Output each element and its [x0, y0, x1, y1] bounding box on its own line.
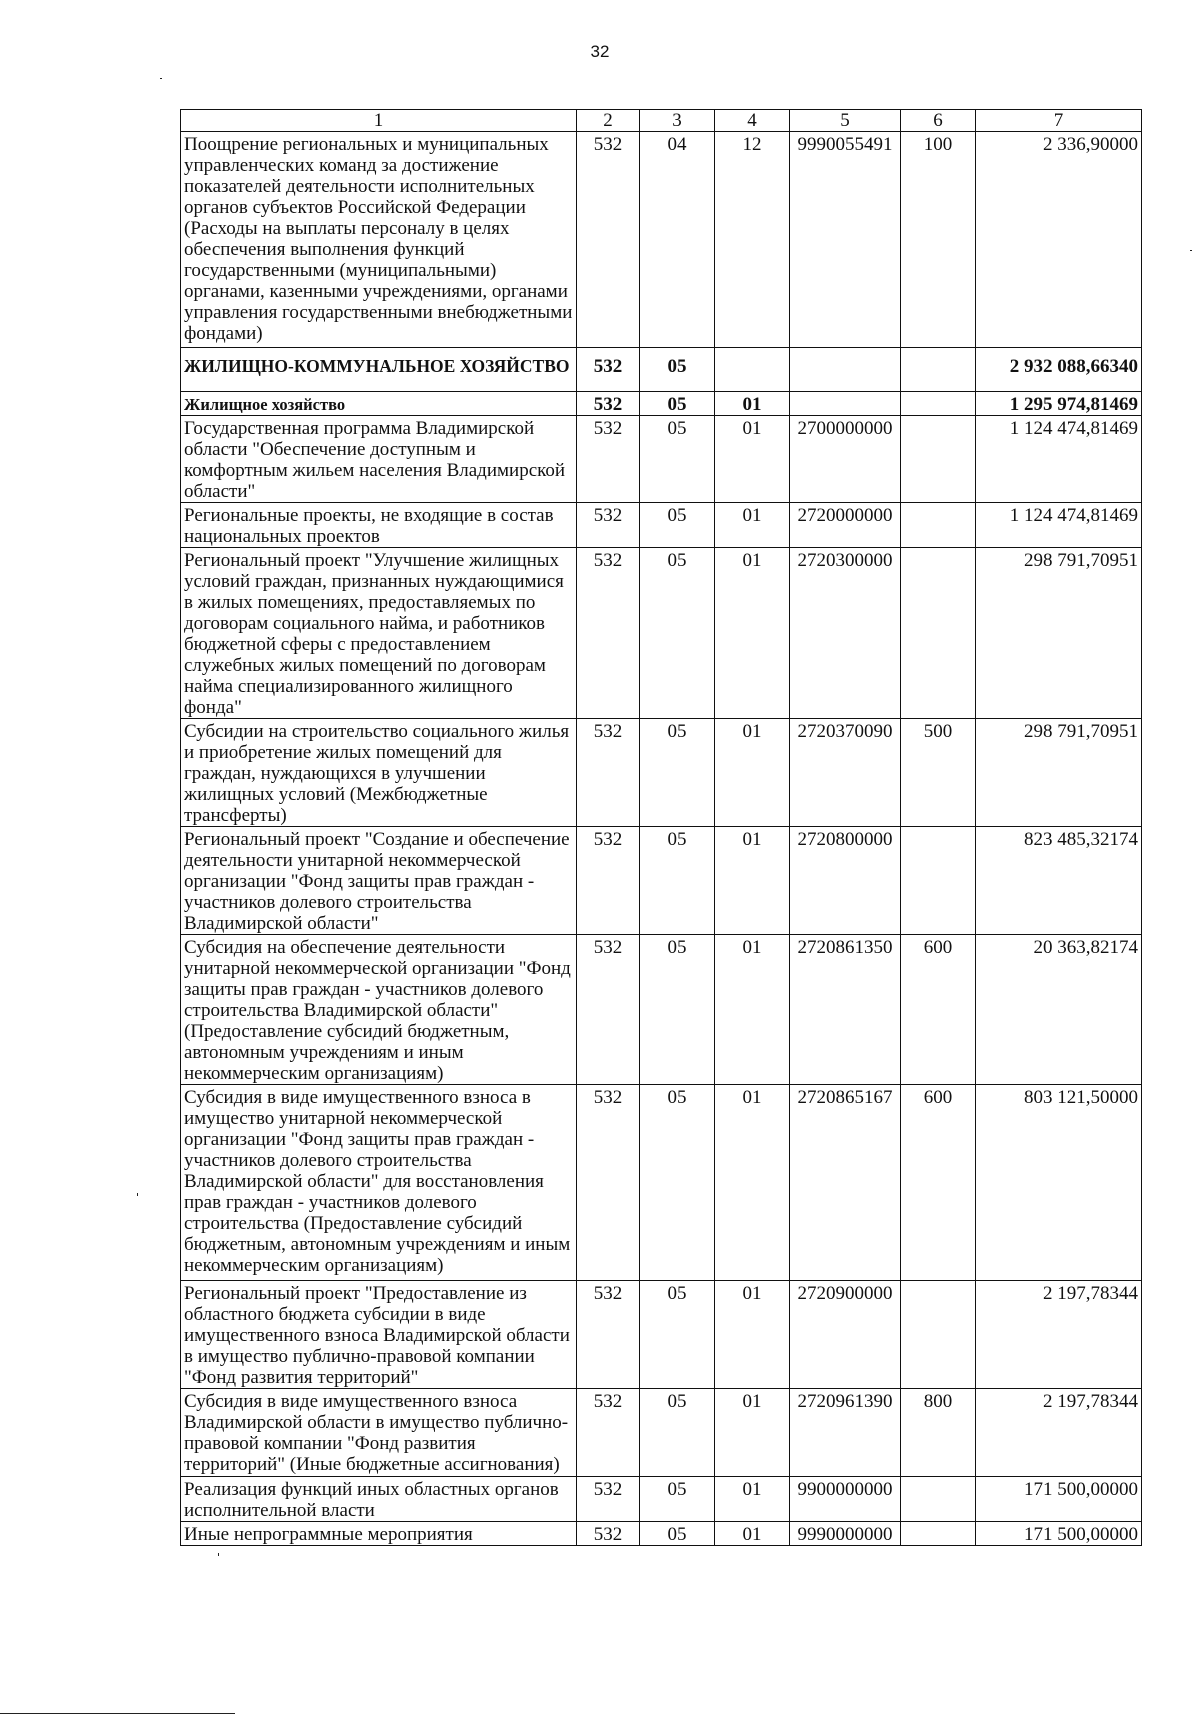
row-name: Субсидия в виде имущественного взноса в имущество унитарной некоммерческой организации "Фонд защиты прав граждан - участников долевого строительства Владимирской области" для восстановления прав граждан - участников долевого строительства (Предоставление субсидий бюджетным, автономным учреждениям и иным некоммерческим организациям) — [181, 1085, 577, 1281]
row-code-6 — [901, 827, 976, 935]
row-code-3: 05 — [640, 503, 715, 548]
row-amount: 298 791,70951 — [976, 548, 1142, 719]
row-code-6 — [901, 503, 976, 548]
budget-table — [180, 109, 1142, 1546]
row-code-2: 532 — [577, 392, 640, 416]
row-code-5: 9990000000 — [790, 1522, 901, 1546]
page-number: 32 — [590, 42, 610, 61]
row-code-6: 600 — [901, 935, 976, 1085]
scan-dot — [160, 78, 162, 79]
row-code-5: 2720861350 — [790, 935, 901, 1085]
row-code-3: 05 — [640, 935, 715, 1085]
row-name: Региональный проект "Улучшение жилищных условий граждан, признанных нуждающимися в жилых помещениях, предоставляемых по договорам социального найма, и работников бюджетной сферы с предоставлением служебных жилых помещений по договорам найма специализированного жилищного фонда" — [181, 548, 577, 719]
scan-dot — [218, 1553, 219, 1556]
column-header: 3 — [640, 110, 715, 132]
row-name: Субсидии на строительство социального жилья и приобретение жилых помещений для граждан, нуждающихся в улучшении жилищных условий (Межбюджетные трансферты) — [181, 719, 577, 827]
row-amount: 2 197,78344 — [976, 1281, 1142, 1389]
row-code-6 — [901, 416, 976, 503]
row-code-4: 01 — [715, 548, 790, 719]
row-code-4: 01 — [715, 416, 790, 503]
table-row — [181, 719, 1142, 827]
row-code-6 — [901, 348, 976, 392]
row-name: Государственная программа Владимирской области "Обеспечение доступным и комфортным жильем населения Владимирской области" — [181, 416, 577, 503]
row-amount: 2 197,78344 — [976, 1389, 1142, 1477]
row-code-2: 532 — [577, 548, 640, 719]
row-name: Субсидия на обеспечение деятельности унитарной некоммерческой организации "Фонд защиты прав граждан - участников долевого строительства Владимирской области" (Предоставление субсидий бюджетным, автономным учреждениям и иным некоммерческим организациям) — [181, 935, 577, 1085]
row-name: Иные непрограммные мероприятия — [181, 1522, 577, 1546]
table-row — [181, 827, 1142, 935]
row-code-2: 532 — [577, 132, 640, 348]
table-row — [181, 1389, 1142, 1477]
row-code-3: 05 — [640, 1477, 715, 1522]
row-name: Региональный проект "Предоставление из областного бюджета субсидии в виде имущественного взноса Владимирской области в имущество публично-правовой компании "Фонд развития территорий" — [181, 1281, 577, 1389]
table-row — [181, 1281, 1142, 1389]
table-row — [181, 1477, 1142, 1522]
row-code-4: 01 — [715, 935, 790, 1085]
table-row — [181, 416, 1142, 503]
table-row — [181, 548, 1142, 719]
column-header: 1 — [181, 110, 577, 132]
row-code-2: 532 — [577, 416, 640, 503]
row-code-5 — [790, 392, 901, 416]
row-code-3: 05 — [640, 719, 715, 827]
row-code-2: 532 — [577, 1281, 640, 1389]
row-code-3: 05 — [640, 1522, 715, 1546]
row-code-2: 532 — [577, 827, 640, 935]
row-amount: 171 500,00000 — [976, 1477, 1142, 1522]
row-code-3: 05 — [640, 1281, 715, 1389]
row-code-4: 12 — [715, 132, 790, 348]
column-header: 2 — [577, 110, 640, 132]
row-amount: 803 121,50000 — [976, 1085, 1142, 1281]
row-code-5: 9990055491 — [790, 132, 901, 348]
row-code-5: 9900000000 — [790, 1477, 901, 1522]
row-code-2: 532 — [577, 503, 640, 548]
row-code-5: 2720900000 — [790, 1281, 901, 1389]
row-code-5: 2720300000 — [790, 548, 901, 719]
row-amount: 2 932 088,66340 — [976, 348, 1142, 392]
table-row-section — [181, 348, 1142, 392]
table-row-subsection — [181, 392, 1142, 416]
row-code-2: 532 — [577, 719, 640, 827]
row-code-3: 05 — [640, 827, 715, 935]
table-row — [181, 1085, 1142, 1281]
row-code-4: 01 — [715, 392, 790, 416]
table-row — [181, 503, 1142, 548]
row-code-3: 05 — [640, 348, 715, 392]
row-code-4 — [715, 348, 790, 392]
table-row — [181, 1522, 1142, 1546]
column-header: 7 — [976, 110, 1142, 132]
row-code-6 — [901, 392, 976, 416]
row-code-6: 100 — [901, 132, 976, 348]
column-header: 5 — [790, 110, 901, 132]
row-amount: 823 485,32174 — [976, 827, 1142, 935]
row-code-5: 2720370090 — [790, 719, 901, 827]
row-code-6 — [901, 1477, 976, 1522]
scan-edge-line — [0, 1713, 235, 1714]
row-code-6 — [901, 1281, 976, 1389]
row-code-2: 532 — [577, 348, 640, 392]
scan-dot — [137, 1193, 138, 1196]
table-header-row — [181, 110, 1142, 132]
scan-dot — [1190, 250, 1192, 251]
row-code-6 — [901, 548, 976, 719]
row-name: Реализация функций иных областных органов исполнительной власти — [181, 1477, 577, 1522]
row-amount: 171 500,00000 — [976, 1522, 1142, 1546]
row-code-4: 01 — [715, 719, 790, 827]
row-code-4: 01 — [715, 503, 790, 548]
row-name: Субсидия в виде имущественного взноса Владимирской области в имущество публично-правовой компании "Фонд развития территорий" (Иные бюджетные ассигнования) — [181, 1389, 577, 1477]
row-code-3: 05 — [640, 1085, 715, 1281]
row-code-4: 01 — [715, 1389, 790, 1477]
row-code-3: 05 — [640, 548, 715, 719]
row-code-3: 04 — [640, 132, 715, 348]
row-name: Жилищное хозяйство — [181, 392, 577, 416]
row-code-5: 2720800000 — [790, 827, 901, 935]
row-name: Поощрение региональных и муниципальных управленческих команд за достижение показателей деятельности исполнительных органов субъектов Российской Федерации (Расходы на выплаты персоналу в целях обеспечения выполнения функций государственными (муниципальными) органами, казенными учреждениями, органами управления государственными внебюджетными фондами) — [181, 132, 577, 348]
row-code-4: 01 — [715, 1522, 790, 1546]
row-code-6: 600 — [901, 1085, 976, 1281]
row-code-5: 2720000000 — [790, 503, 901, 548]
row-code-4: 01 — [715, 827, 790, 935]
row-code-2: 532 — [577, 935, 640, 1085]
row-code-2: 532 — [577, 1085, 640, 1281]
row-amount: 2 336,90000 — [976, 132, 1142, 348]
row-code-6: 800 — [901, 1389, 976, 1477]
column-header: 4 — [715, 110, 790, 132]
row-code-4: 01 — [715, 1281, 790, 1389]
table-row — [181, 132, 1142, 348]
row-code-5: 2720865167 — [790, 1085, 901, 1281]
row-code-3: 05 — [640, 416, 715, 503]
row-code-2: 532 — [577, 1389, 640, 1477]
row-code-3: 05 — [640, 392, 715, 416]
row-name: Региональный проект "Создание и обеспечение деятельности унитарной некоммерческой организации "Фонд защиты прав граждан - участников долевого строительства Владимирской области" — [181, 827, 577, 935]
row-code-6 — [901, 1522, 976, 1546]
row-amount: 1 124 474,81469 — [976, 503, 1142, 548]
row-amount: 20 363,82174 — [976, 935, 1142, 1085]
row-amount: 1 124 474,81469 — [976, 416, 1142, 503]
column-header: 6 — [901, 110, 976, 132]
row-name: ЖИЛИЩНО-КОММУНАЛЬНОЕ ХОЗЯЙСТВО — [181, 348, 577, 392]
row-code-5: 2700000000 — [790, 416, 901, 503]
row-name: Региональные проекты, не входящие в состав национальных проектов — [181, 503, 577, 548]
row-amount: 1 295 974,81469 — [976, 392, 1142, 416]
row-code-4: 01 — [715, 1477, 790, 1522]
row-code-5 — [790, 348, 901, 392]
row-code-6: 500 — [901, 719, 976, 827]
row-code-5: 2720961390 — [790, 1389, 901, 1477]
row-amount: 298 791,70951 — [976, 719, 1142, 827]
row-code-3: 05 — [640, 1389, 715, 1477]
table-row — [181, 935, 1142, 1085]
row-code-2: 532 — [577, 1477, 640, 1522]
row-code-2: 532 — [577, 1522, 640, 1546]
row-code-4: 01 — [715, 1085, 790, 1281]
